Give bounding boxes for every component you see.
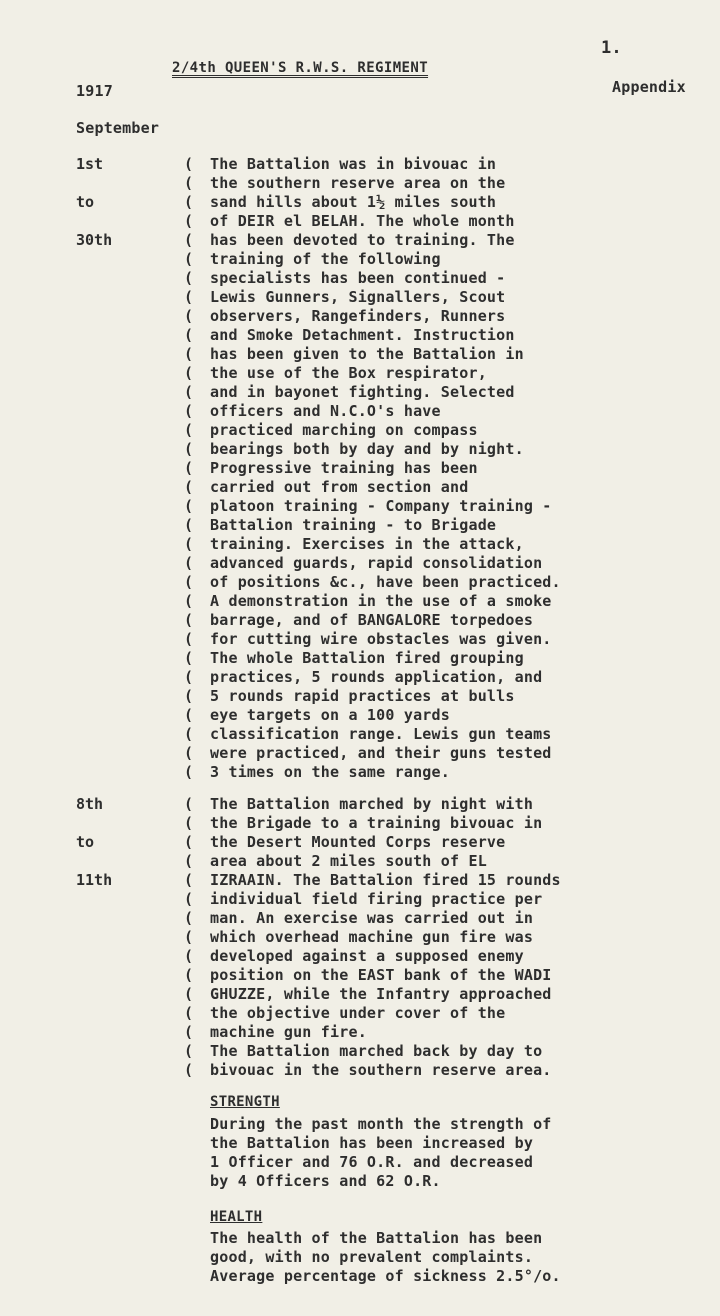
entry1-line: the southern reserve area on the [210,174,506,192]
bracket-mark: ( [184,592,194,610]
bracket-mark: ( [184,1061,194,1079]
bracket-mark: ( [184,966,194,984]
entry1-line: has been given to the Battalion in [210,345,524,363]
entry1-line: practiced marching on compass [210,421,478,439]
bracket-mark: ( [184,668,194,686]
bracket-mark: ( [184,231,194,249]
bracket-mark: ( [184,928,194,946]
entry2-line: The Battalion marched by night with [210,795,534,813]
entry1-line: were practiced, and their guns tested [210,744,552,762]
strength-line: the Battalion has been increased by [210,1134,534,1152]
bracket-mark: ( [184,478,194,496]
entry1-line: Battalion training - to Brigade [210,516,497,534]
bracket-mark: ( [184,795,194,813]
bracket-mark: ( [184,364,194,382]
bracket-mark: ( [184,649,194,667]
bracket-mark: ( [184,890,194,908]
health-heading: HEALTH [210,1209,263,1225]
bracket-mark: ( [184,459,194,477]
entry1-bracket [184,155,196,782]
bracket-mark: ( [184,1023,194,1041]
bracket-mark: ( [184,516,194,534]
entry2-bracket [184,795,196,1080]
year-label: 1917 [76,82,113,100]
bracket-mark: ( [184,852,194,870]
bracket-mark: ( [184,155,194,173]
bracket-mark: ( [184,985,194,1003]
bracket-mark: ( [184,725,194,743]
bracket-mark: ( [184,326,194,344]
entry2-line: The Battalion marched back by day to [210,1042,543,1060]
entry1-line: the use of the Box respirator, [210,364,487,382]
entry1-line: bearings both by day and by night. [210,440,524,458]
strength-line: 1 Officer and 76 O.R. and decreased [210,1153,534,1171]
entry1-date-end: 30th [76,231,113,249]
entry1-line: specialists has been continued - [210,269,506,287]
entry1-line: of DEIR el BELAH. The whole month [210,212,515,230]
entry1-line: platoon training - Company training - [210,497,552,515]
entry2-text [210,795,680,1080]
entry1-line: sand hills about 1½ miles south [210,193,497,211]
bracket-mark: ( [184,1042,194,1060]
entry2-line: developed against a supposed enemy [210,947,524,965]
bracket-mark: ( [184,833,194,851]
bracket-mark: ( [184,421,194,439]
entry2-line: the objective under cover of the [210,1004,506,1022]
entry1-date-to: to [76,193,95,211]
entry1-line: practices, 5 rounds application, and [210,668,543,686]
entry1-line: for cutting wire obstacles was given. [210,630,552,648]
month-label: September [76,119,160,137]
entry1-line: officers and N.C.O's have [210,402,441,420]
entry2-line: bivouac in the southern reserve area. [210,1061,552,1079]
entry1-date-start: 1st [76,155,104,173]
bracket-mark: ( [184,611,194,629]
entry1-line: advanced guards, rapid consolidation [210,554,543,572]
entry1-line: training of the following [210,250,441,268]
entry2-line: individual field firing practice per [210,890,543,908]
bracket-mark: ( [184,814,194,832]
bracket-mark: ( [184,909,194,927]
entry2-date-end: 11th [76,871,113,889]
bracket-mark: ( [184,871,194,889]
entry1-line: of positions &c., have been practiced. [210,573,561,591]
bracket-mark: ( [184,440,194,458]
bracket-mark: ( [184,212,194,230]
bracket-mark: ( [184,687,194,705]
bracket-mark: ( [184,554,194,572]
entry2-line: the Desert Mounted Corps reserve [210,833,506,851]
entry2-line: IZRAAIN. The Battalion fired 15 rounds [210,871,561,889]
entry1-line: The whole Battalion fired grouping [210,649,524,667]
entry1-line: 3 times on the same range. [210,763,450,781]
entry1-line: training. Exercises in the attack, [210,535,524,553]
page-number: 1. [601,38,622,58]
bracket-mark: ( [184,250,194,268]
bracket-mark: ( [184,744,194,762]
bracket-mark: ( [184,573,194,591]
entry2-line: position on the EAST bank of the WADI [210,966,552,984]
entry1-line: observers, Rangefinders, Runners [210,307,506,325]
strength-line: by 4 Officers and 62 O.R. [210,1172,441,1190]
entry2-dates [76,795,176,909]
appendix-label: Appendix [612,78,686,96]
bracket-mark: ( [184,706,194,724]
bracket-mark: ( [184,402,194,420]
entry1-line: The Battalion was in bivouac in [210,155,497,173]
entry1-line: has been devoted to training. The [210,231,515,249]
bracket-mark: ( [184,383,194,401]
entry2-line: machine gun fire. [210,1023,367,1041]
health-line: good, with no prevalent complaints. [210,1248,534,1266]
page-title: 2/4th QUEEN'S R.W.S. REGIMENT [172,60,429,76]
strength-text [210,1115,680,1191]
entry2-date-to: to [76,833,95,851]
entry1-line: 5 rounds rapid practices at bulls [210,687,515,705]
bracket-mark: ( [184,535,194,553]
bracket-mark: ( [184,345,194,363]
entry1-line: Progressive training has been [210,459,478,477]
entry1-line: and in bayonet fighting. Selected [210,383,515,401]
entry2-line: man. An exercise was carried out in [210,909,534,927]
bracket-mark: ( [184,947,194,965]
bracket-mark: ( [184,307,194,325]
bracket-mark: ( [184,174,194,192]
health-line: Average percentage of sickness 2.5°/o. [210,1267,561,1285]
entry2-date-start: 8th [76,795,104,813]
bracket-mark: ( [184,1004,194,1022]
entry1-line: Lewis Gunners, Signallers, Scout [210,288,506,306]
entry1-line: carried out from section and [210,478,469,496]
bracket-mark: ( [184,630,194,648]
entry1-line: A demonstration in the use of a smoke [210,592,552,610]
entry2-line: GHUZZE, while the Infantry approached [210,985,552,1003]
entry2-line: the Brigade to a training bivouac in [210,814,543,832]
strength-line: During the past month the strength of [210,1115,552,1133]
entry2-line: area about 2 miles south of EL [210,852,487,870]
entry1-line: classification range. Lewis gun teams [210,725,552,743]
bracket-mark: ( [184,193,194,211]
strength-heading: STRENGTH [210,1094,280,1110]
entry2-line: which overhead machine gun fire was [210,928,534,946]
entry1-line: and Smoke Detachment. Instruction [210,326,515,344]
bracket-mark: ( [184,269,194,287]
health-line: The health of the Battalion has been [210,1229,543,1247]
bracket-mark: ( [184,288,194,306]
entry1-text [210,155,680,782]
entry1-line: eye targets on a 100 yards [210,706,450,724]
entry1-line: barrage, and of BANGALORE torpedoes [210,611,534,629]
bracket-mark: ( [184,497,194,515]
entry1-dates [76,155,176,269]
health-text [210,1229,680,1286]
bracket-mark: ( [184,763,194,781]
